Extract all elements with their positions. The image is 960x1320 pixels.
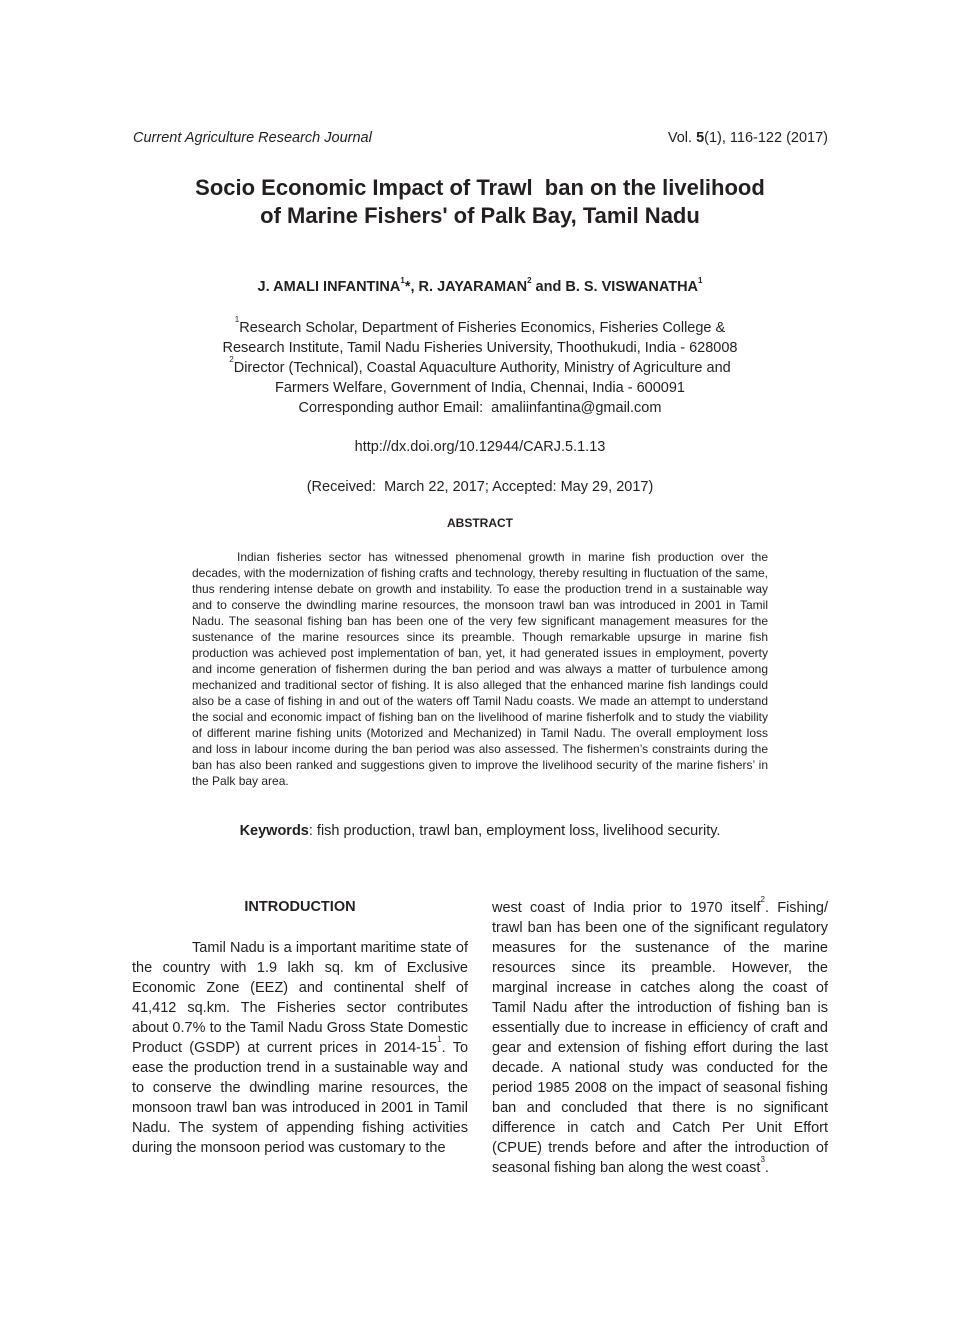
affiliation-line-3 — [120, 355, 840, 378]
volume-number: 5 — [696, 130, 705, 146]
received-dates: (Received: March 22, 2017; Accepted: May 29, 2017) — [306, 479, 654, 495]
author-1-affil: 1 — [400, 276, 405, 285]
volume-info — [668, 130, 828, 146]
citation-1: 1 — [437, 1035, 442, 1044]
affiliation-1-marker: 1 — [234, 315, 240, 324]
author-and: and — [531, 279, 566, 295]
author-2-affil: 2 — [527, 276, 532, 285]
affiliation-1-text: Research Scholar, Department of Fisheries Economics, Fisheries College & — [239, 320, 726, 336]
title-line-2: of Marine Fishers' of Palk Bay, Tamil Nadu — [260, 203, 700, 228]
volume-pages: (1), 116-122 (2017) — [704, 130, 828, 146]
col1-text-cont: . To ease the production trend in a sustainable way and to conserve the dwindling marine resources, the monsoon trawl ban was introduced in 2001 in Tamil Nadu. The system of appending fishing activities during the monsoon period was customary to the — [132, 1040, 469, 1156]
affiliation-2-text: Director (Technical), Coastal Aquaculture Authority, Ministry of Agriculture and — [233, 360, 731, 376]
abstract-heading: ABSTRACT — [447, 516, 513, 530]
keywords-label: Keywords — [239, 823, 309, 839]
affiliation-line-2: Research Institute, Tamil Nadu Fisheries University, Thoothukudi, India - 628008 — [222, 340, 738, 356]
doi-link[interactable]: http://dx.doi.org/10.12944/CARJ.5.1.13 — [354, 439, 606, 455]
journal-name: Current Agriculture Research Journal — [133, 130, 372, 146]
col1-text: Tamil Nadu is a important maritime state of the country with 1.9 lakh sq. km of Exclusive Economic Zone (EEZ) and continental shelf of 41,412 sq.km. The Fisheries sector contributes about 0.7% to the Tamil Nadu Gross State Domestic Product (GSDP) at current prices in 2014-15 — [132, 940, 468, 1056]
introduction-column-1 — [132, 938, 468, 1158]
author-3: B. S. VISWANATHA — [565, 279, 699, 295]
author-list — [120, 276, 840, 295]
paper-title — [120, 174, 840, 230]
corresponding-mark: *, — [404, 279, 419, 295]
affiliation-line-4: Farmers Welfare, Government of India, Chennai, India - 600091 — [275, 380, 685, 396]
author-1: J. AMALI INFANTINA — [257, 279, 401, 295]
affiliations — [120, 315, 840, 418]
col2-text-end: . — [764, 1160, 769, 1176]
citation-3: 3 — [760, 1155, 765, 1164]
corresponding-email: Corresponding author Email: amaliinfantina@gmail.com — [298, 400, 662, 416]
col2-text: west coast of India prior to 1970 itself — [492, 900, 761, 916]
introduction-column-2 — [492, 895, 828, 1178]
author-2: R. JAYARAMAN — [418, 279, 528, 295]
keywords-text: : fish production, trawl ban, employment loss, livelihood security. — [308, 823, 721, 839]
affiliation-2-marker: 2 — [229, 355, 234, 364]
affiliation-line-1 — [120, 315, 840, 338]
title-line-1: Socio Economic Impact of Trawl ban on the livelihood — [195, 175, 765, 200]
keywords — [120, 823, 840, 839]
citation-2: 2 — [760, 895, 765, 904]
abstract-text: Indian fisheries sector has witnessed phenomenal growth in marine fish production over the decades, with the modernization of fishing crafts and technology, thereby resulting in fluctuation of the same, thus rendering intense debate on growth and instability. To ease the production trend in a sustainable way and to conserve the dwindling marine resources, the monsoon trawl ban was introduced in 2001 in Tamil Nadu. The seasonal fishing ban has been one of the very few significant management measures for the sustenance of the marine resources since its preamble. Though remarkable upsurge in marine fish production was achieved post implementation of ban, yet, it had generated issues in employment, poverty and income generation of fishermen during the ban period and was always a matter of turbulence among mechanized and traditional sector of fishing. It is also alleged that the enhanced marine fish landings could also be a case of fishing in and out of the waters off Tamil Nadu coasts. We made an attempt to understand the social and economic impact of fishing ban on the livelihood of marine fisherfolk and to study the viability of different marine fishing units (Motorized and Mechanized) in Tamil Nadu. The overall employment loss and loss in labour income during the ban period was also assessed. The fishermen’s constraints during the ban has also been ranked and suggestions given to improve the livelihood security of the marine fishers’ in the Palk bay area. — [192, 550, 768, 788]
volume-prefix: Vol. — [667, 130, 697, 146]
col2-text-cont: . Fishing/ trawl ban has been one of the significant regulatory measures for the sustenance of the marine resources since its preamble. However, the marginal increase in catches along the coast of Tamil Nadu after the introduction of fishing ban is essentially due to increase in efficiency of craft and gear and extension of fishing effort during the last decade. A national study was conducted for the period 1985 2008 on the impact of seasonal fishing ban and concluded that there is no significant difference in catch and Catch Per Unit Effort (CPUE) trends before and after the introduction of seasonal fishing ban along the west coast — [492, 900, 828, 1176]
author-3-affil: 1 — [698, 276, 703, 285]
introduction-heading: INTRODUCTION — [244, 899, 356, 915]
